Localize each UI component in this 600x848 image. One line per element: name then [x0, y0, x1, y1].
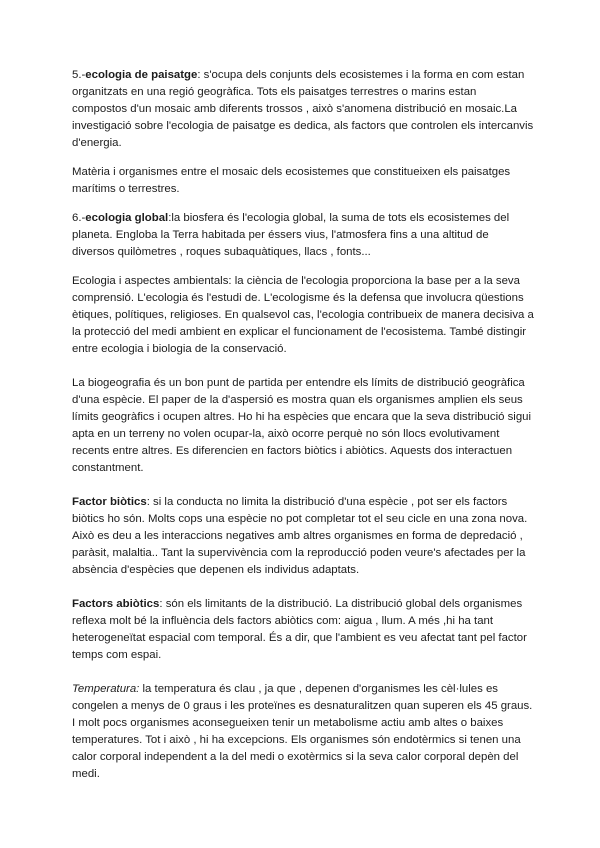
- paragraph-temperature: [72, 681, 534, 783]
- text-column: [72, 67, 534, 795]
- term-temperature: Temperatura:: [72, 683, 140, 695]
- paragraph-biogeography: [72, 375, 534, 477]
- term-landscape-ecology: ecologia de paisatge: [85, 69, 198, 81]
- paragraph-environmental-aspects: [72, 273, 534, 358]
- paragraph-text: Matèria i organismes entre el mosaic dels ecosistemes que constitueixen els paisatges marítims o terrestres.: [72, 166, 511, 195]
- section-number: 6.-: [72, 212, 86, 224]
- paragraph-matter-organisms: [72, 164, 534, 198]
- paragraph-text: : són els limitants de la distribució. La distribució global dels organismes reflexa molt bé la influència dels factors abiòtics com: aigua , llum. A més ,hi ha tant heterogeneïtat espacial com temporal. És a dir, que l'ambient es veu afectat tant pel factor temps com espai.: [72, 598, 527, 661]
- paragraph-text: La biogeografia és un bon punt de partida per entendre els límits de distribució geogràfica d'una espècie. El paper de la d'aspersió es mostra quan els organismes amplien els seus límits geogràfics i ocupen altres. Ho hi ha espècies que encara que la seva distribució sigui apta en un terreny no volen ocupar-la, això ocorre perquè no són llocs evolutivament recents entre altres. Es diferencien en factors biòtics i abiòtics. Aquests dos interactuen constantment.: [72, 377, 532, 474]
- paragraph-global-ecology: [72, 210, 534, 261]
- paragraph-text: : s'ocupa dels conjunts dels ecosistemes i la forma en com estan organitzats en una regió geogràfica. Tots els paisatges terrestres o marins estan compostos d'un mosaic amb diferents trossos , això s'anomena distribució en mosaic.La investigació sobre l'ecologia de paisatge es dedica, als factors que controlen els intercanvis d'energia.: [72, 69, 534, 149]
- paragraph-text: Ecologia i aspectes ambientals: la ciència de l'ecologia proporciona la base per a la seva comprensió. L'ecologia és l'estudi de. L'ecologisme és la defensa que involucra qüestions ètiques, polítiques, religioses. En qualsevol cas, l'ecologia contribueix de manera decisiva a la protecció del medi ambient en explicar el funcionament de l'ecosistema. També distingir entre ecologia i biologia de la conservació.: [72, 275, 534, 355]
- term-biotic-factors: Factor biòtics: [72, 496, 147, 508]
- section-number: 5.-: [72, 69, 86, 81]
- paragraph-abiotic-factors: [72, 596, 534, 664]
- term-global-ecology: ecologia global: [85, 212, 169, 224]
- paragraph-text: la temperatura és clau , ja que , depenen d'organismes les cèl·lules es congelen a menys de 0 graus i les proteïnes es desnaturalitzen quan superen els 45 graus. I molt pocs organismes aconsegueixen tenir un metabolisme actiu amb altes o baixes temperatures. Tot i això , hi ha excepcions. Els organismes són endotèrmics si tenen una calor corporal independent a la del medi o exotèrmics si la seva calor corporal depèn del medi.: [72, 683, 533, 780]
- paragraph-landscape-ecology: [72, 67, 534, 152]
- paragraph-text: : si la conducta no limita la distribució d'una espècie , pot ser els factors biòtics ho són. Molts cops una espècie no pot completar tot el seu cicle en una zona nova. Això es deu a les interaccions negatives amb altres organismes en forma de depredació , paràsit, malaltia.. Tant la supervivència com la reproducció poden veure's afectades per la absència d'espècies que depenen els individus adaptats.: [72, 496, 528, 576]
- paragraph-text: :la biosfera és l'ecologia global, la suma de tots els ecosistemes del planeta. Engloba la Terra habitada per éssers vius, l'atmosfera fins a una altitud de diversos quilòmetres , roques subaquàtiques, llacs , fonts...: [72, 212, 510, 258]
- term-abiotic-factors: Factors abiòtics: [72, 598, 160, 610]
- paragraph-biotic-factors: [72, 494, 534, 579]
